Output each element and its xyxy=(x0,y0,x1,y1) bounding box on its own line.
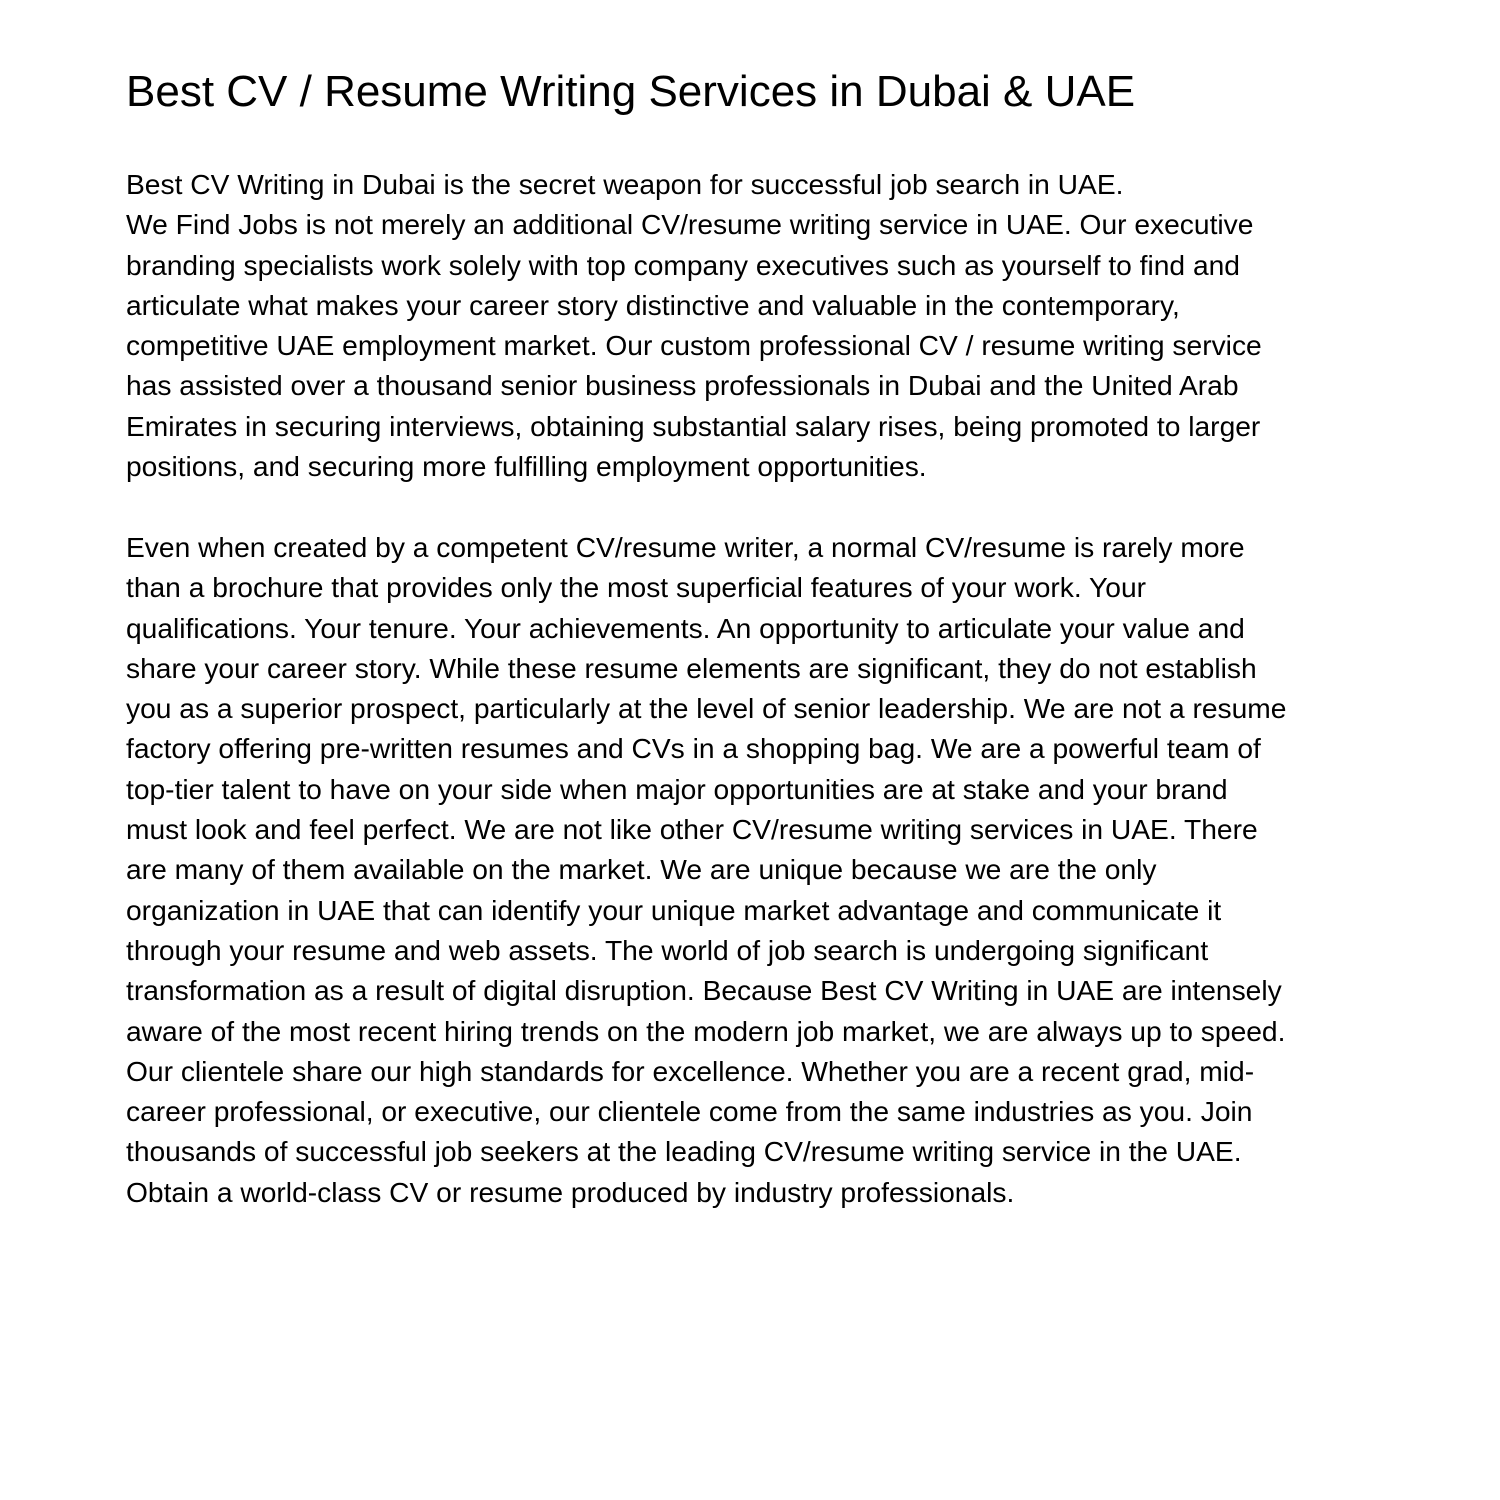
text-line: must look and feel perfect. We are not like other CV/resume writing services in UAE. There xyxy=(126,813,1258,846)
text-line: has assisted over a thousand senior business professionals in Dubai and the United Arab xyxy=(126,369,1239,402)
text-line: through your resume and web assets. The world of job search is undergoing significant xyxy=(126,933,1209,966)
text-line: We Find Jobs is not merely an additional CV/resume writing service in UAE. Our executive xyxy=(126,208,1254,241)
text-line: you as a superior prospect, particularly at the level of senior leadership. We are not a resume xyxy=(126,692,1287,725)
text-line: aware of the most recent hiring trends on the modern job market, we are always up to speed. xyxy=(126,1014,1286,1047)
text-line: organization in UAE that can identify your unique market advantage and communicate it xyxy=(126,893,1222,926)
text-line: thousands of successful job seekers at the leading CV/resume writing service in the UAE. xyxy=(126,1135,1242,1168)
text-line: Obtain a world-class CV or resume produced by industry professionals. xyxy=(126,1175,1015,1208)
paragraph-details xyxy=(126,527,1286,1212)
text-line: positions, and securing more fulfilling employment opportunities. xyxy=(126,450,927,483)
page-title: Best CV / Resume Writing Services in Dubai & UAE xyxy=(126,67,1136,116)
text-line: than a brochure that provides only the most superficial features of your work. Your xyxy=(126,571,1147,604)
text-line: transformation as a result of digital disruption. Because Best CV Writing in UAE are intensely xyxy=(126,974,1282,1007)
text-line: career professional, or executive, our clientele come from the same industries as you. Join xyxy=(126,1095,1253,1128)
text-line: qualifications. Your tenure. Your achievements. An opportunity to articulate your value and xyxy=(126,611,1245,644)
text-line: branding specialists work solely with top company executives such as yourself to find and xyxy=(126,248,1240,281)
text-line: Best CV Writing in Dubai is the secret weapon for successful job search in UAE. xyxy=(126,168,1124,200)
text-line: share your career story. While these resume elements are significant, they do not establish xyxy=(126,651,1257,684)
text-line: top-tier talent to have on your side when major opportunities are at stake and your brand xyxy=(126,772,1228,805)
text-line: factory offering pre-written resumes and CVs in a shopping bag. We are a powerful team of xyxy=(126,732,1261,765)
text-line: are many of them available on the market. We are unique because we are the only xyxy=(126,853,1157,886)
text-line: articulate what makes your career story distinctive and valuable in the contemporary, xyxy=(126,288,1180,321)
text-line: Emirates in securing interviews, obtaining substantial salary rises, being promoted to larger xyxy=(126,409,1261,442)
paragraph-intro xyxy=(126,164,1262,486)
text-line: Even when created by a competent CV/resume writer, a normal CV/resume is rarely more xyxy=(126,531,1245,563)
text-line: competitive UAE employment market. Our custom professional CV / resume writing service xyxy=(126,329,1262,362)
text-line: Our clientele share our high standards for excellence. Whether you are a recent grad, mid- xyxy=(126,1054,1255,1087)
